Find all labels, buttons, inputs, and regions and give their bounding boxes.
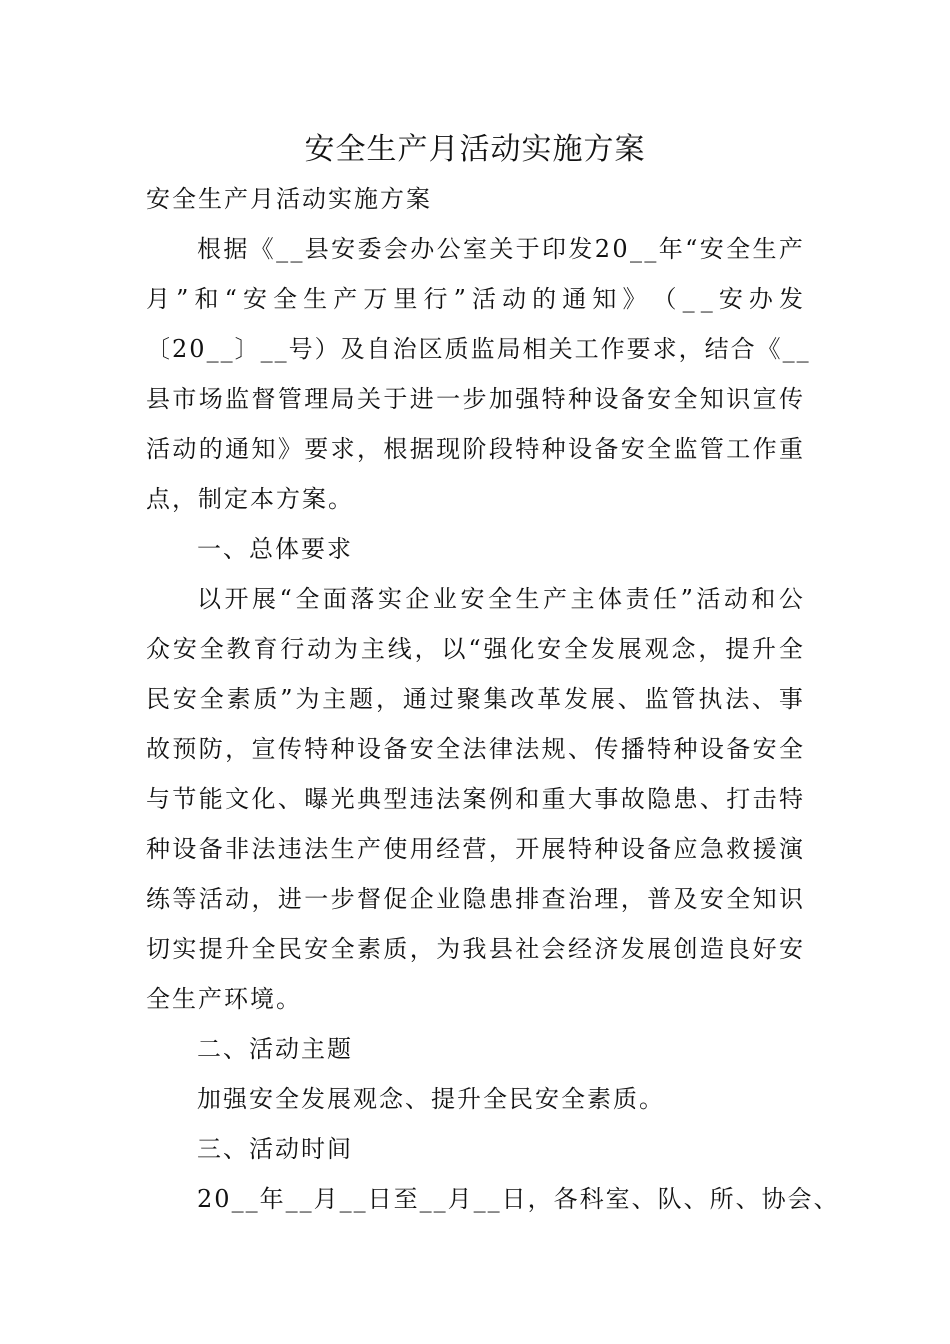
- paragraph-line: 故 预 防 ， 宣 传 特 种 设 备 安 全 法 律 法 规 、 传 播 特 种 设 备 安 全: [146, 735, 805, 763]
- doc-subtitle-line: 安全生产月活动实施方案: [146, 185, 432, 213]
- section-heading: 三、活动时间: [197, 1135, 353, 1163]
- paragraph-line: 点，制定本方案。: [146, 485, 354, 513]
- paragraph-line: 以 开 展 “ 全 面 落 实 企 业 安 全 生 产 主 体 责 任 ” 活 动 和 公: [197, 585, 805, 613]
- paragraph-line: 月 ” 和 “ 安 全 生 产 万 里 行 ” 活 动 的 通 知 》 （ _ _ 安 办 发: [146, 285, 805, 313]
- paragraph-line: 加强安全发展观念、提升全民安全素质。: [197, 1085, 665, 1113]
- document-title: 安全生产月活动实施方案: [304, 132, 646, 167]
- paragraph-line: 全生产环境。: [146, 985, 302, 1013]
- paragraph-line: 众 安 全 教 育 行 动 为 主 线 ， 以 “ 强 化 安 全 发 展 观 念 ， 提 升 全: [146, 635, 805, 663]
- paragraph-line: 活 动 的 通 知 》 要 求 ， 根 据 现 阶 段 特 种 设 备 安 全 监 管 工 作 重: [146, 435, 805, 463]
- section-heading: 一、总体要求: [197, 535, 353, 563]
- paragraph-line: 2 0 _ _ 年 _ _ 月 _ _ 日 至 _ _ 月 _ _ 日 ， 各 科 室 、 队 、 所 、 协 会 、: [197, 1185, 840, 1213]
- paragraph-line: 切 实 提 升 全 民 安 全 素 质 ， 为 我 县 社 会 经 济 发 展 创 造 良 好 安: [146, 935, 805, 963]
- section-heading: 二、活动主题: [197, 1035, 353, 1063]
- paragraph-line: 种 设 备 非 法 违 法 生 产 使 用 经 营 ， 开 展 特 种 设 备 应 急 救 援 演: [146, 835, 805, 863]
- paragraph-line: 〔 2 0 _ _ 〕 _ _ 号 ） 及 自 治 区 质 监 局 相 关 工 作 要 求 ， 结 合 《 _ _: [146, 335, 811, 363]
- paragraph-line: 民 安 全 素 质 ” 为 主 题 ， 通 过 聚 集 改 革 发 展 、 监 管 执 法 、 事: [146, 685, 805, 713]
- paragraph-line: 县 市 场 监 督 管 理 局 关 于 进 一 步 加 强 特 种 设 备 安 全 知 识 宣 传: [146, 385, 805, 413]
- paragraph-line: 练 等 活 动 ， 进 一 步 督 促 企 业 隐 患 排 查 治 理 ， 普 及 安 全 知 识: [146, 885, 805, 913]
- paragraph-line: 根 据 《 _ _ 县 安 委 会 办 公 室 关 于 印 发 2 0 _ _ 年 “ 安 全 生 产: [197, 235, 805, 263]
- paragraph-line: 与 节 能 文 化 、 曝 光 典 型 违 法 案 例 和 重 大 事 故 隐 患 、 打 击 特: [146, 785, 805, 813]
